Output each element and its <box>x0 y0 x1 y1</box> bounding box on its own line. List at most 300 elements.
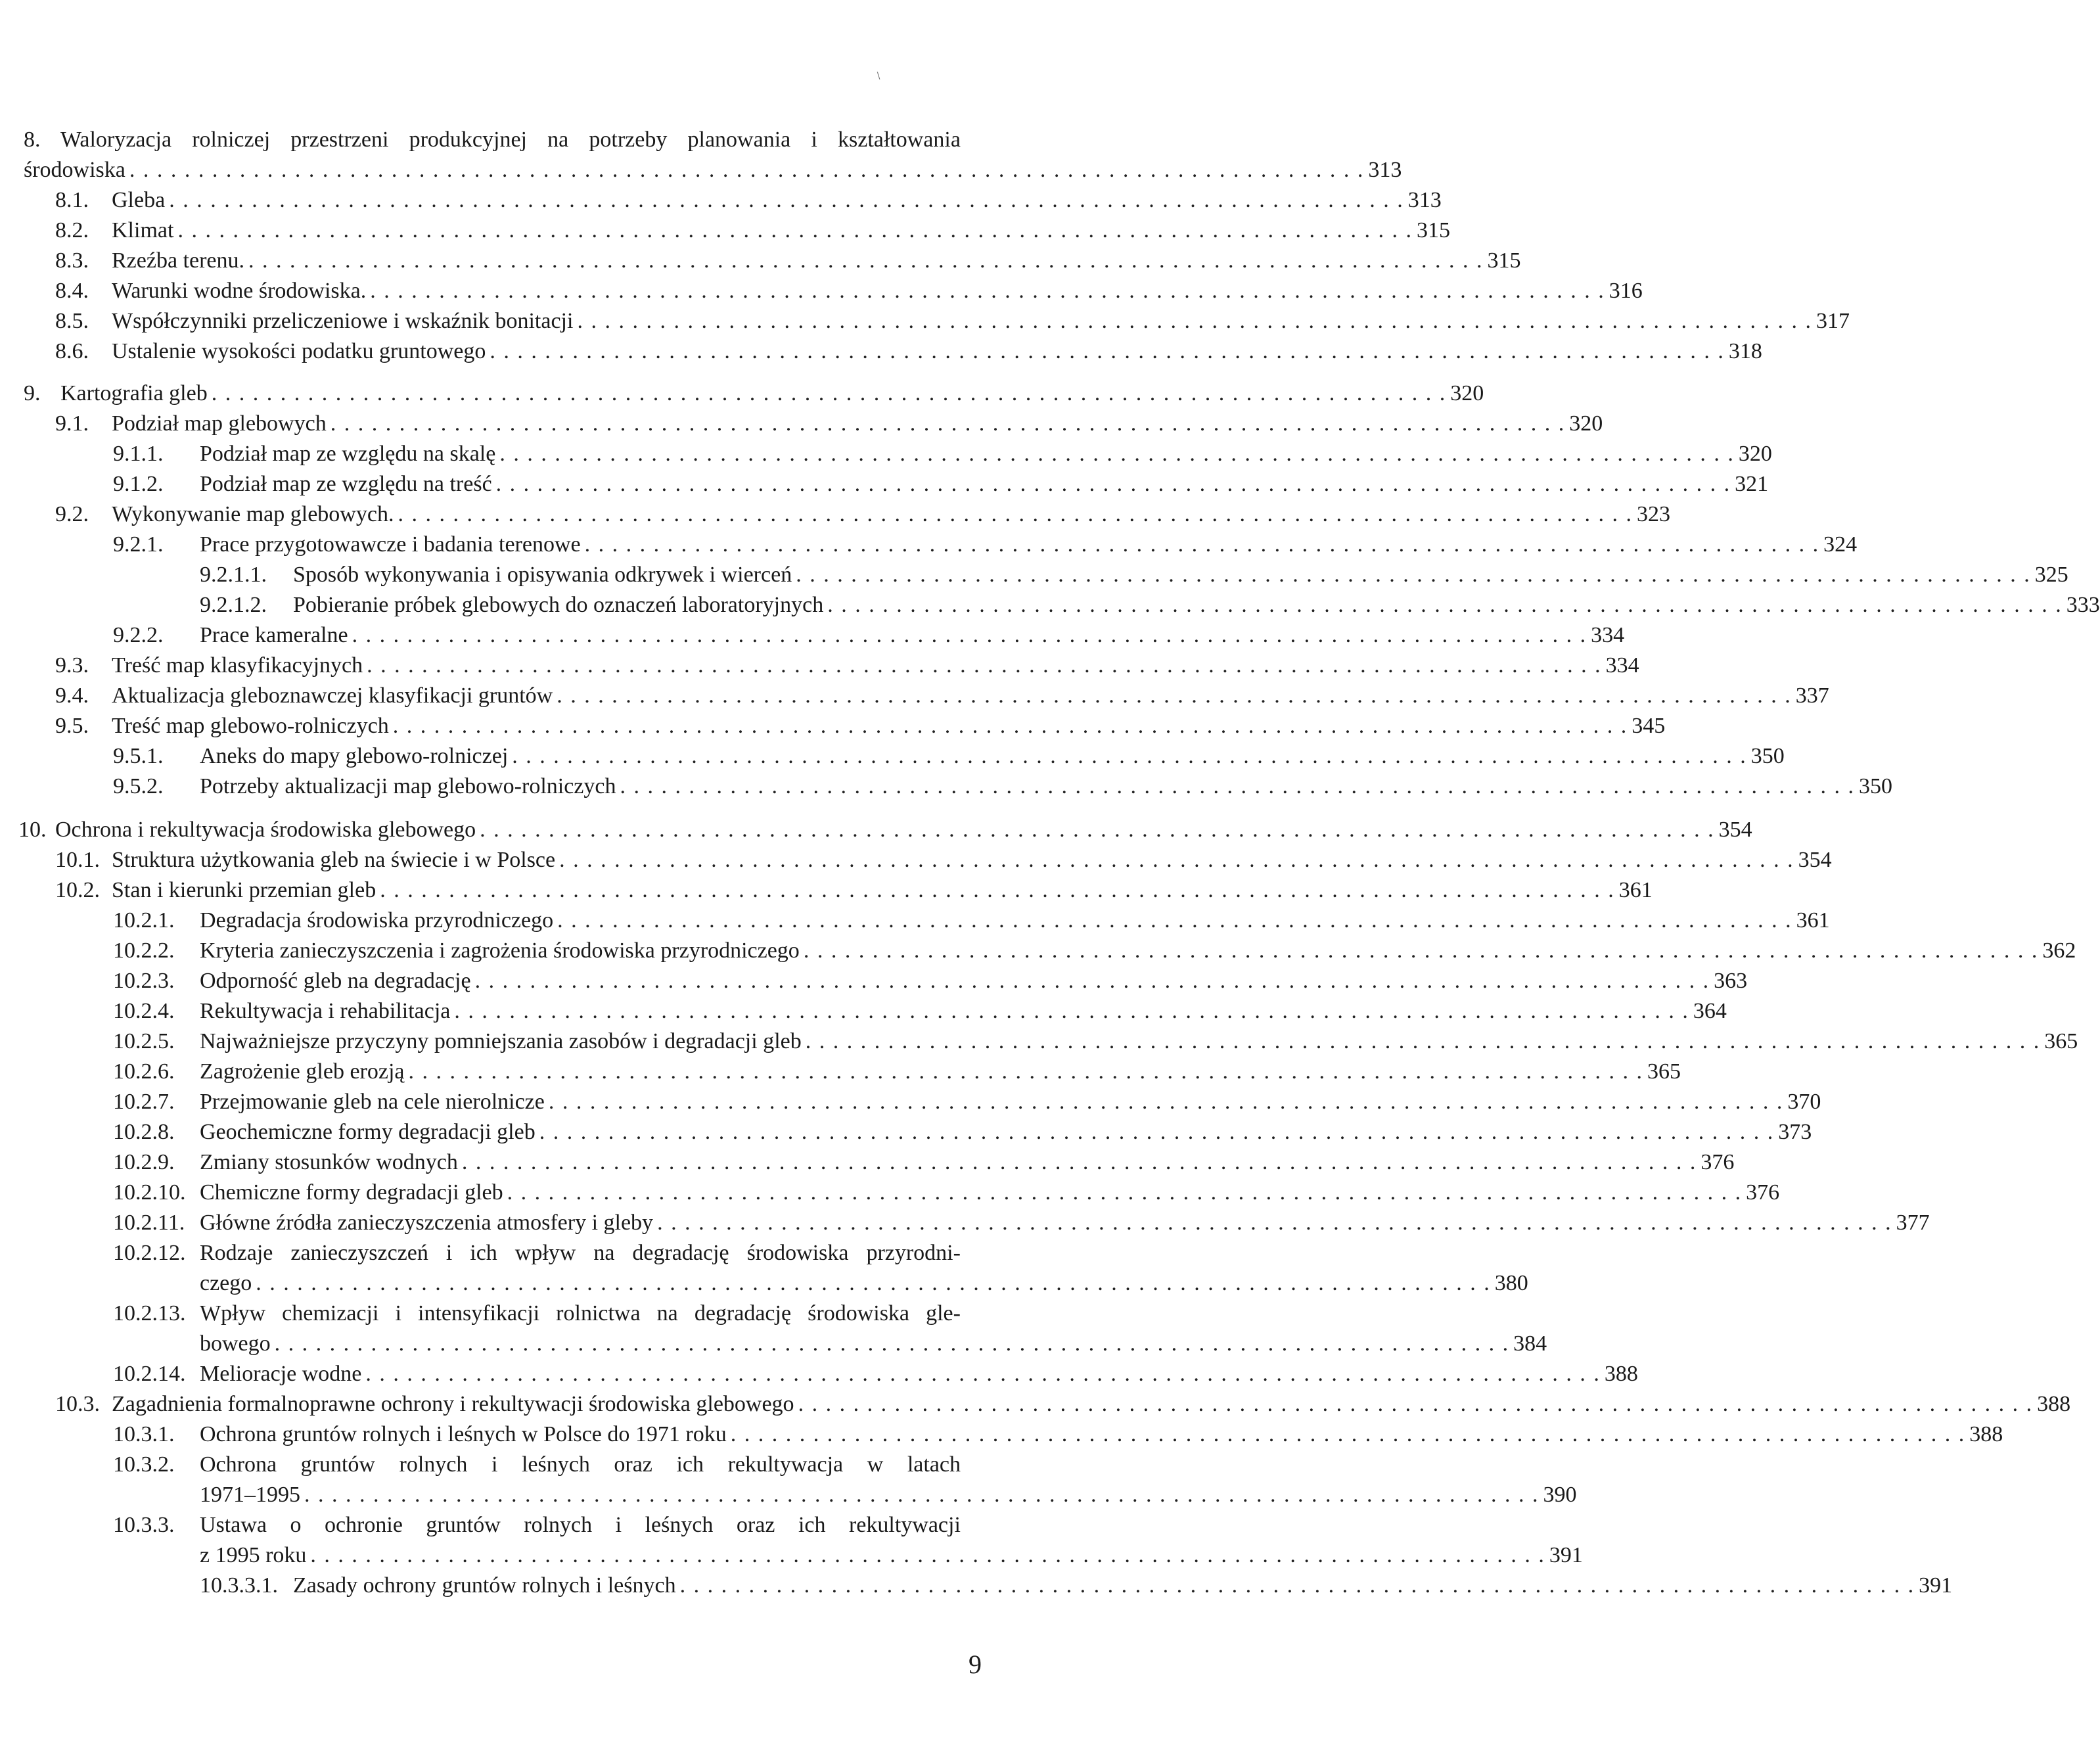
dot-leader: . . . . . . . . . . . . . . . . . . . . . . . . . . . . . . . . . . . . . . . . . . . . . . . . . . . . . . . . . . . . . . . . . . . . . . . . . . . . . . . . . . . . . . . . . . <box>330 411 1566 436</box>
entry-word: rolniczej <box>192 127 271 152</box>
entry-word: potrzeby <box>589 127 668 152</box>
toc-entry-continuation <box>0 1268 1528 1299</box>
toc-entry <box>0 1057 1681 1087</box>
dot-leader: . . . . . . . . . . . . . . . . . . . . . . . . . . . . . . . . . . . . . . . . . . . . . . . . . . . . . . . . . . . . . . . . . . . . . . . . . . . . . . . . . . . . . . . . . . <box>380 878 1615 902</box>
dot-leader: . . . . . . . . . . . . . . . . . . . . . . . . . . . . . . . . . . . . . . . . . . . . . . . . . . . . . . . . . . . . . . . . . . . . . . . . . . . . . . . . . . . . . . . . . . <box>827 593 2063 617</box>
toc-entry <box>0 1178 1780 1208</box>
entry-word: degradację <box>694 1301 792 1326</box>
entry-page: 376 <box>1746 1180 1780 1205</box>
dot-leader: . . . . . . . . . . . . . . . . . . . . . . . . . . . . . . . . . . . . . . . . . . . . . . . . . . . . . . . . . . . . . . . . . . . . . . . . . . . . . . . . . . . . . . . . . . <box>474 969 1710 993</box>
dot-leader: . . . . . . . . . . . . . . . . . . . . . . . . . . . . . . . . . . . . . . . . . . . . . . . . . . . . . . . . . . . . . . . . . . . . . . . . . . . . . . . . . . . . . . . . . . <box>367 653 1602 678</box>
toc-entry <box>0 409 1603 439</box>
toc-entry <box>0 906 1830 936</box>
entry-word: Wpływ <box>200 1301 266 1326</box>
toc-entry <box>0 936 2076 966</box>
dot-leader: . . . . . . . . . . . . . . . . . . . . . . . . . . . . . . . . . . . . . . . . . . . . . . . . . . . . . . . . . . . . . . . . . . . . . . . . . . . . . . . . . . . . . . . . . . <box>507 1180 1743 1205</box>
entry-number: 8.3. <box>55 248 89 273</box>
entry-number: 8. <box>24 127 41 152</box>
entry-word: leśnych <box>645 1513 714 1537</box>
entry-title: Prace kameralne <box>200 623 348 647</box>
entry-number: 10.2.13. <box>113 1301 186 1326</box>
entry-title: Zmiany stosunków wodnych <box>200 1150 458 1174</box>
entry-word: Waloryzacja <box>60 127 172 152</box>
entry-page: 320 <box>1738 442 1772 466</box>
entry-body <box>200 1087 1821 1117</box>
entry-title: Struktura użytkowania gleb na świecie i w Polsce <box>112 848 556 872</box>
dot-leader: . . . . . . . . . . . . . . . . . . . . . . . . . . . . . . . . . . . . . . . . . . . . . . . . . . . . . . . . . . . . . . . . . . . . . . . . . . . . . . . . . . . . . . . . . . <box>798 1392 2034 1416</box>
entry-title-line <box>200 1238 961 1268</box>
entry-number: 8.4. <box>55 279 89 303</box>
toc-entry <box>0 620 1625 651</box>
entry-title-end: czego <box>200 1271 252 1295</box>
toc-entry <box>0 875 1653 906</box>
entry-page: 354 <box>1718 818 1752 842</box>
toc-entry <box>0 966 1748 996</box>
entry-word: Ochrona <box>200 1452 277 1477</box>
entry-number: 10.2.6. <box>113 1059 175 1084</box>
entry-page: 321 <box>1735 472 1769 496</box>
dot-leader: . . . . . . . . . . . . . . . . . . . . . . . . . . . . . . . . . . . . . . . . . . . . . . . . . . . . . . . . . . . . . . . . . . . . . . . . . . . . . . . . . . . . . . . . . . <box>499 442 1735 466</box>
entry-number: 8.5. <box>55 309 89 333</box>
entry-title: Podział map glebowych <box>112 411 327 436</box>
dot-leader: . . . . . . . . . . . . . . . . . . . . . . . . . . . . . . . . . . . . . . . . . . . . . . . . . . . . . . . . . . . . . . . . . . . . . . . . . . . . . . . . . . . . . . . . . . <box>310 1543 1545 1567</box>
dot-leader: . . . . . . . . . . . . . . . . . . . . . . . . . . . . . . . . . . . . . . . . . . . . . . . . . . . . . . . . . . . . . . . . . . . . . . . . . . . . . . . . . . . . . . . . . . <box>248 248 1484 273</box>
dot-leader: . . . . . . . . . . . . . . . . . . . . . . . . . . . . . . . . . . . . . . . . . . . . . . . . . . . . . . . . . . . . . . . . . . . . . . . . . . . . . . . . . . . . . . . . . . <box>454 999 1689 1023</box>
entry-number: 10.2.9. <box>113 1150 175 1174</box>
dot-leader: . . . . . . . . . . . . . . . . . . . . . . . . . . . . . . . . . . . . . . . . . . . . . . . . . . . . . . . . . . . . . . . . . . . . . . . . . . . . . . . . . . . . . . . . . . <box>352 623 1587 647</box>
entry-word: na <box>656 1301 678 1326</box>
toc-entry <box>0 185 1442 216</box>
entry-page: 363 <box>1714 969 1748 993</box>
toc-entry-wrapped <box>0 1450 1105 1480</box>
entry-title: Ochrona i rekultywacja środowiska glebowego <box>55 818 476 842</box>
entry-title: Rzeźba terenu. <box>112 248 244 273</box>
toc-entry <box>0 530 1858 560</box>
entry-body <box>200 936 2076 966</box>
entry-body <box>60 379 1484 409</box>
dot-leader: . . . . . . . . . . . . . . . . . . . . . . . . . . . . . . . . . . . . . . . . . . . . . . . . . . . . . . . . . . . . . . . . . . . . . . . . . . . . . . . . . . . . . . . . . . <box>304 1483 1540 1507</box>
entry-body <box>112 306 1850 336</box>
entry-number: 9.5.1. <box>113 744 164 768</box>
entry-number: 8.2. <box>55 218 89 242</box>
entry-title-end: bowego <box>200 1331 271 1356</box>
entry-body <box>112 875 1653 906</box>
entry-word: Rodzaje <box>200 1241 273 1265</box>
dot-leader: . . . . . . . . . . . . . . . . . . . . . . . . . . . . . . . . . . . . . . . . . . . . . . . . . . . . . . . . . . . . . . . . . . . . . . . . . . . . . . . . . . . . . . . . . . <box>370 279 1605 303</box>
entry-page: 345 <box>1632 714 1666 738</box>
entry-number: 10.3.3. <box>113 1513 175 1537</box>
entry-word: intensyfikacji <box>418 1301 540 1326</box>
entry-title: Ustalenie wysokości podatku gruntowego <box>112 339 486 363</box>
dot-leader: . . . . . . . . . . . . . . . . . . . . . . . . . . . . . . . . . . . . . . . . . . . . . . . . . . . . . . . . . . . . . . . . . . . . . . . . . . . . . . . . . . . . . . . . . . <box>620 774 1855 798</box>
entry-word: i <box>491 1452 498 1477</box>
entry-word: przestrzeni <box>290 127 389 152</box>
dot-leader: . . . . . . . . . . . . . . . . . . . . . . . . . . . . . . . . . . . . . . . . . . . . . . . . . . . . . . . . . . . . . . . . . . . . . . . . . . . . . . . . . . . . . . . . . . <box>657 1211 1892 1235</box>
toc-entry <box>0 1208 1930 1238</box>
entry-page: 388 <box>1604 1362 1638 1386</box>
dot-leader: . . . . . . . . . . . . . . . . . . . . . . . . . . . . . . . . . . . . . . . . . . . . . . . . . . . . . . . . . . . . . . . . . . . . . . . . . . . . . . . . . . . . . . . . . . <box>577 309 1812 333</box>
entry-page: 315 <box>1416 218 1450 242</box>
entry-body <box>24 155 1402 185</box>
entry-body <box>200 469 1769 499</box>
dot-leader: . . . . . . . . . . . . . . . . . . . . . . . . . . . . . . . . . . . . . . . . . . . . . . . . . . . . . . . . . . . . . . . . . . . . . . . . . . . . . . . . . . . . . . . . . . <box>796 563 2031 587</box>
entry-number: 10.3. <box>55 1392 100 1416</box>
entry-word: degradację <box>632 1241 729 1265</box>
toc-entry <box>0 996 1727 1027</box>
entry-number: 10.2.4. <box>113 999 175 1023</box>
dot-leader: . . . . . . . . . . . . . . . . . . . . . . . . . . . . . . . . . . . . . . . . . . . . . . . . . . . . . . . . . . . . . . . . . . . . . . . . . . . . . . . . . . . . . . . . . . <box>408 1059 1643 1084</box>
entry-title: Sposób wykonywania i opisywania odkrywek i wierceń <box>293 563 792 587</box>
entry-number: 10.2.5. <box>113 1029 175 1053</box>
entry-number: 8.6. <box>55 339 89 363</box>
dot-leader: . . . . . . . . . . . . . . . . . . . . . . . . . . . . . . . . . . . . . . . . . . . . . . . . . . . . . . . . . . . . . . . . . . . . . . . . . . . . . . . . . . . . . . . . . . <box>803 938 2039 963</box>
toc-entry-continuation <box>0 155 1402 185</box>
entry-body <box>293 590 2100 620</box>
toc-entry <box>0 336 1762 367</box>
dot-leader: . . . . . . . . . . . . . . . . . . . . . . . . . . . . . . . . . . . . . . . . . . . . . . . . . . . . . . . . . . . . . . . . . . . . . . . . . . . . . . . . . . . . . . . . . . <box>177 218 1413 242</box>
entry-number: 9.4. <box>55 683 89 708</box>
entry-page: 318 <box>1728 339 1762 363</box>
entry-page: 324 <box>1823 532 1858 557</box>
entry-title: Podział map ze względu na treść <box>200 472 492 496</box>
entry-word: produkcyjnej <box>409 127 527 152</box>
entry-word: leśnych <box>521 1452 590 1477</box>
entry-word: o <box>290 1513 302 1537</box>
toc-entry-wrapped <box>0 1299 1105 1329</box>
entry-number: 10.2. <box>55 878 100 902</box>
entry-number: 10.2.10. <box>113 1180 186 1205</box>
toc-entry <box>0 1359 1638 1389</box>
entry-title: Kryteria zanieczyszczenia i zagrożenia środowiska przyrodniczego <box>200 938 800 963</box>
entry-title: Gleba <box>112 188 166 212</box>
toc-entry-wrapped <box>0 125 1105 155</box>
dot-leader: . . . . . . . . . . . . . . . . . . . . . . . . . . . . . . . . . . . . . . . . . . . . . . . . . . . . . . . . . . . . . . . . . . . . . . . . . . . . . . . . . . . . . . . . . . <box>129 158 1365 182</box>
entry-title: Wykonywanie map glebowych. <box>112 502 394 526</box>
dot-leader: . . . . . . . . . . . . . . . . . . . . . . . . . . . . . . . . . . . . . . . . . . . . . . . . . . . . . . . . . . . . . . . . . . . . . . . . . . . . . . . . . . . . . . . . . . <box>211 381 1447 405</box>
dot-leader: . . . . . . . . . . . . . . . . . . . . . . . . . . . . . . . . . . . . . . . . . . . . . . . . . . . . . . . . . . . . . . . . . . . . . . . . . . . . . . . . . . . . . . . . . . <box>274 1331 1510 1356</box>
entry-page: 380 <box>1494 1271 1528 1295</box>
entry-number: 10.2.14. <box>113 1362 186 1386</box>
entry-title: Melioracje wodne <box>200 1362 362 1386</box>
entry-title: Współczynniki przeliczeniowe i wskaźnik bonitacji <box>112 309 574 333</box>
entry-body <box>200 620 1625 651</box>
entry-title-end: 1971–1995 <box>200 1483 300 1507</box>
entry-body <box>200 1178 1780 1208</box>
entry-body <box>112 711 1666 741</box>
toc-entry <box>0 590 2100 620</box>
entry-body <box>112 185 1442 216</box>
entry-page: 350 <box>1858 774 1892 798</box>
entry-word: zanieczyszczeń <box>290 1241 428 1265</box>
toc-entry <box>0 1117 1812 1147</box>
entry-body <box>293 1571 1953 1601</box>
toc-entry <box>0 560 2068 590</box>
toc-entry <box>0 651 1639 681</box>
entry-number: 9.1. <box>55 411 89 436</box>
entry-word: gle- <box>926 1301 961 1326</box>
entry-word: na <box>593 1241 615 1265</box>
entry-page: 333 <box>2066 593 2100 617</box>
entry-body <box>112 681 1829 711</box>
entry-number: 10.2.12. <box>113 1241 186 1265</box>
entry-title: Kartografia gleb <box>60 381 208 405</box>
dot-leader: . . . . . . . . . . . . . . . . . . . . . . . . . . . . . . . . . . . . . . . . . . . . . . . . . . . . . . . . . . . . . . . . . . . . . . . . . . . . . . . . . . . . . . . . . . <box>461 1150 1697 1174</box>
entry-word: Ustawa <box>200 1513 267 1537</box>
entry-number: 9.2.1. <box>113 532 164 557</box>
toc-entry <box>0 1389 2071 1419</box>
entry-page: 391 <box>1549 1543 1583 1567</box>
entry-word: rekultywacja <box>727 1452 844 1477</box>
entry-title: Rekultywacja i rehabilitacja <box>200 999 451 1023</box>
toc-entry <box>0 1027 2078 1057</box>
entry-title: Treść map glebowo-rolniczych <box>112 714 389 738</box>
entry-word: rekultywacji <box>848 1513 961 1537</box>
top-mark: ∖ <box>875 71 881 81</box>
entry-body <box>200 741 1785 772</box>
entry-page: 373 <box>1778 1120 1812 1144</box>
entry-title: Przejmowanie gleb na cele nierolnicze <box>200 1090 545 1114</box>
dot-leader: . . . . . . . . . . . . . . . . . . . . . . . . . . . . . . . . . . . . . . . . . . . . . . . . . . . . . . . . . . . . . . . . . . . . . . . . . . . . . . . . . . . . . . . . . . <box>495 472 1731 496</box>
toc-entry <box>0 1419 2003 1450</box>
entry-title: Najważniejsze przyczyny pomniejszania zasobów i degradacji gleb <box>200 1029 802 1053</box>
entry-page: 334 <box>1591 623 1625 647</box>
entry-word: kształtowania <box>838 127 961 152</box>
entry-title: Klimat <box>112 218 174 242</box>
entry-number: 9.1.1. <box>113 442 164 466</box>
entry-word: gruntów <box>426 1513 501 1537</box>
toc-entry <box>0 216 1450 246</box>
entry-number: 10.3.1. <box>113 1422 175 1446</box>
entry-body <box>112 499 1670 530</box>
entry-number: 9.1.2. <box>113 472 164 496</box>
entry-body <box>200 1329 1547 1359</box>
entry-body <box>112 651 1639 681</box>
entry-title-end: z 1995 roku <box>200 1543 307 1567</box>
entry-page: 313 <box>1368 158 1402 182</box>
entry-title: Główne źródła zanieczyszczenia atmosfery i gleby <box>200 1211 654 1235</box>
entry-body <box>200 1117 1812 1147</box>
dot-leader: . . . . . . . . . . . . . . . . . . . . . . . . . . . . . . . . . . . . . . . . . . . . . . . . . . . . . . . . . . . . . . . . . . . . . . . . . . . . . . . . . . . . . . . . . . <box>169 188 1404 212</box>
entry-number: 10.3.2. <box>113 1452 175 1477</box>
entry-body <box>112 246 1521 276</box>
entry-number: 10.2.3. <box>113 969 175 993</box>
entry-word: chemizacji <box>282 1301 379 1326</box>
entry-page: 337 <box>1795 683 1829 708</box>
entry-page: 370 <box>1787 1090 1821 1114</box>
toc-entry-continuation <box>0 1480 1577 1510</box>
entry-title: Ochrona gruntów rolnych i leśnych w Polsce do 1971 roku <box>200 1422 727 1446</box>
toc-entry <box>0 815 1752 845</box>
entry-number: 9.3. <box>55 653 89 678</box>
entry-page: 365 <box>1647 1059 1681 1084</box>
entry-word: latach <box>907 1452 961 1477</box>
entry-body <box>200 530 1858 560</box>
toc-entry <box>0 741 1785 772</box>
toc-entry <box>0 845 1832 875</box>
dot-leader: . . . . . . . . . . . . . . . . . . . . . . . . . . . . . . . . . . . . . . . . . . . . . . . . . . . . . . . . . . . . . . . . . . . . . . . . . . . . . . . . . . . . . . . . . . <box>584 532 1820 557</box>
entry-body <box>200 1027 2078 1057</box>
entry-page: 316 <box>1609 279 1643 303</box>
entry-title: Odporność gleb na degradację <box>200 969 471 993</box>
entry-title: Pobieranie próbek glebowych do oznaczeń laboratoryjnych <box>293 593 824 617</box>
entry-page: 361 <box>1618 878 1653 902</box>
dot-leader: . . . . . . . . . . . . . . . . . . . . . . . . . . . . . . . . . . . . . . . . . . . . . . . . . . . . . . . . . . . . . . . . . . . . . . . . . . . . . . . . . . . . . . . . . . <box>392 714 1628 738</box>
entry-title: Treść map klasyfikacyjnych <box>112 653 363 678</box>
entry-word: na <box>547 127 569 152</box>
toc-entry <box>0 379 1484 409</box>
entry-word: i <box>615 1513 622 1537</box>
dot-leader: . . . . . . . . . . . . . . . . . . . . . . . . . . . . . . . . . . . . . . . . . . . . . . . . . . . . . . . . . . . . . . . . . . . . . . . . . . . . . . . . . . . . . . . . . . <box>256 1271 1491 1295</box>
entry-title: Podział map ze względu na skalę <box>200 442 496 466</box>
entry-body <box>200 1480 1577 1510</box>
entry-title: Degradacja środowiska przyrodniczego <box>200 908 554 933</box>
entry-number: 10.2.2. <box>113 938 175 963</box>
entry-word: i <box>811 127 817 152</box>
entry-word: środowiska <box>808 1301 910 1326</box>
entry-word: gruntów <box>300 1452 375 1477</box>
entry-body <box>200 1057 1681 1087</box>
entry-word: i <box>395 1301 401 1326</box>
dot-leader: . . . . . . . . . . . . . . . . . . . . . . . . . . . . . . . . . . . . . . . . . . . . . . . . . . . . . . . . . . . . . . . . . . . . . . . . . . . . . . . . . . . . . . . . . . <box>805 1029 2041 1053</box>
entry-number: 9.5.2. <box>113 774 164 798</box>
entry-page: 391 <box>1919 1573 1953 1598</box>
toc-entry <box>0 711 1666 741</box>
entry-word: środowiska <box>746 1241 849 1265</box>
entry-page: 390 <box>1543 1483 1577 1507</box>
entry-title-line <box>200 1510 961 1540</box>
dot-leader: . . . . . . . . . . . . . . . . . . . . . . . . . . . . . . . . . . . . . . . . . . . . . . . . . . . . . . . . . . . . . . . . . . . . . . . . . . . . . . . . . . . . . . . . . . <box>365 1362 1601 1386</box>
toc-entry-wrapped <box>0 1238 1105 1268</box>
dot-leader: . . . . . . . . . . . . . . . . . . . . . . . . . . . . . . . . . . . . . . . . . . . . . . . . . . . . . . . . . . . . . . . . . . . . . . . . . . . . . . . . . . . . . . . . . . <box>512 744 1747 768</box>
entry-number: 10.2.7. <box>113 1090 175 1114</box>
entry-word: ich <box>798 1513 826 1537</box>
entry-page: 320 <box>1569 411 1603 436</box>
toc-entry <box>0 772 1892 802</box>
entry-title: Zagadnienia formalnoprawne ochrony i rekultywacji środowiska glebowego <box>112 1392 794 1416</box>
dot-leader: . . . . . . . . . . . . . . . . . . . . . . . . . . . . . . . . . . . . . . . . . . . . . . . . . . . . . . . . . . . . . . . . . . . . . . . . . . . . . . . . . . . . . . . . . . <box>557 908 1792 933</box>
entry-word: rolnych <box>524 1513 593 1537</box>
entry-word: oraz <box>614 1452 652 1477</box>
entry-word: wpływ <box>514 1241 576 1265</box>
toc-entry <box>0 246 1521 276</box>
entry-title: Chemiczne formy degradacji gleb <box>200 1180 503 1205</box>
page-number: 9 <box>969 1650 982 1679</box>
toc-entry <box>0 439 1772 469</box>
entry-body <box>200 996 1727 1027</box>
entry-number: 10.2.8. <box>113 1120 175 1144</box>
entry-page: 364 <box>1693 999 1727 1023</box>
entry-body <box>200 439 1772 469</box>
entry-number: 10. <box>18 818 47 842</box>
dot-leader: . . . . . . . . . . . . . . . . . . . . . . . . . . . . . . . . . . . . . . . . . . . . . . . . . . . . . . . . . . . . . . . . . . . . . . . . . . . . . . . . . . . . . . . . . . <box>559 848 1794 872</box>
entry-body <box>200 1359 1638 1389</box>
entry-title: Aktualizacja gleboznawczej klasyfikacji gruntów <box>112 683 553 708</box>
entry-body <box>200 772 1892 802</box>
entry-body <box>112 409 1603 439</box>
entry-number: 10.1. <box>55 848 100 872</box>
entry-page: 362 <box>2042 938 2076 963</box>
entry-word: w <box>867 1452 884 1477</box>
entry-word: rolnych <box>399 1452 468 1477</box>
entry-page: 377 <box>1896 1211 1930 1235</box>
toc-entry <box>0 1087 1821 1117</box>
entry-page: 388 <box>1969 1422 2003 1446</box>
entry-body <box>200 1419 2003 1450</box>
entry-page: 376 <box>1701 1150 1735 1174</box>
dot-leader: . . . . . . . . . . . . . . . . . . . . . . . . . . . . . . . . . . . . . . . . . . . . . . . . . . . . . . . . . . . . . . . . . . . . . . . . . . . . . . . . . . . . . . . . . . <box>730 1422 1966 1446</box>
entry-body <box>200 906 1830 936</box>
entry-body <box>200 1540 1583 1571</box>
entry-body <box>112 336 1762 367</box>
entry-body <box>200 1268 1528 1299</box>
dot-leader: . . . . . . . . . . . . . . . . . . . . . . . . . . . . . . . . . . . . . . . . . . . . . . . . . . . . . . . . . . . . . . . . . . . . . . . . . . . . . . . . . . . . . . . . . . <box>557 683 1792 708</box>
entry-body <box>200 1208 1930 1238</box>
entry-title-line <box>60 125 961 155</box>
entry-number: 10.3.3.1. <box>200 1573 278 1598</box>
entry-page: 384 <box>1513 1331 1547 1356</box>
entry-number: 9.2.1.1. <box>200 563 267 587</box>
entry-page: 365 <box>2044 1029 2078 1053</box>
dot-leader: . . . . . . . . . . . . . . . . . . . . . . . . . . . . . . . . . . . . . . . . . . . . . . . . . . . . . . . . . . . . . . . . . . . . . . . . . . . . . . . . . . . . . . . . . . <box>490 339 1725 363</box>
dot-leader: . . . . . . . . . . . . . . . . . . . . . . . . . . . . . . . . . . . . . . . . . . . . . . . . . . . . . . . . . . . . . . . . . . . . . . . . . . . . . . . . . . . . . . . . . . <box>679 1573 1915 1598</box>
entry-word: oraz <box>736 1513 775 1537</box>
entry-page: 323 <box>1636 502 1670 526</box>
toc-entry <box>0 469 1769 499</box>
entry-title: Zasady ochrony gruntów rolnych i leśnych <box>293 1573 676 1598</box>
toc-entry-continuation <box>0 1540 1583 1571</box>
dot-leader: . . . . . . . . . . . . . . . . . . . . . . . . . . . . . . . . . . . . . . . . . . . . . . . . . . . . . . . . . . . . . . . . . . . . . . . . . . . . . . . . . . . . . . . . . . <box>548 1090 1784 1114</box>
entry-title-line <box>200 1450 961 1480</box>
toc-entry <box>0 1147 1735 1178</box>
toc-entry <box>0 1571 1953 1601</box>
entry-word: i <box>445 1241 453 1265</box>
entry-word: ich <box>470 1241 497 1265</box>
entry-title-line <box>200 1299 961 1329</box>
entry-title-end: środowiska <box>24 158 126 182</box>
entry-title: Potrzeby aktualizacji map glebowo-rolniczych <box>200 774 616 798</box>
entry-body <box>112 1389 2071 1419</box>
entry-number: 8.1. <box>55 188 89 212</box>
entry-word: ich <box>676 1452 704 1477</box>
entry-body <box>112 216 1450 246</box>
toc-entry <box>0 276 1643 306</box>
dot-leader: . . . . . . . . . . . . . . . . . . . . . . . . . . . . . . . . . . . . . . . . . . . . . . . . . . . . . . . . . . . . . . . . . . . . . . . . . . . . . . . . . . . . . . . . . . <box>398 502 1633 526</box>
entry-title: Prace przygotowawcze i badania terenowe <box>200 532 581 557</box>
entry-page: 325 <box>2034 563 2068 587</box>
entry-page: 320 <box>1450 381 1484 405</box>
entry-number: 9. <box>24 381 41 405</box>
entry-body <box>200 1147 1735 1178</box>
entry-number: 9.2. <box>55 502 89 526</box>
entry-body <box>112 276 1643 306</box>
entry-title: Geochemiczne formy degradacji gleb <box>200 1120 536 1144</box>
entry-page: 334 <box>1605 653 1639 678</box>
dot-leader: . . . . . . . . . . . . . . . . . . . . . . . . . . . . . . . . . . . . . . . . . . . . . . . . . . . . . . . . . . . . . . . . . . . . . . . . . . . . . . . . . . . . . . . . . . <box>539 1120 1775 1144</box>
entry-number: 10.2.11. <box>113 1211 185 1235</box>
entry-page: 313 <box>1407 188 1442 212</box>
toc-entry-wrapped <box>0 1510 1105 1540</box>
entry-body <box>112 845 1832 875</box>
entry-word: rolnictwa <box>556 1301 641 1326</box>
entry-page: 361 <box>1796 908 1830 933</box>
entry-title: Warunki wodne środowiska. <box>112 279 367 303</box>
entry-page: 350 <box>1750 744 1785 768</box>
entry-body <box>200 966 1748 996</box>
toc-entry-continuation <box>0 1329 1547 1359</box>
toc-entry <box>0 499 1670 530</box>
entry-word: przyrodni- <box>866 1241 961 1265</box>
entry-page: 388 <box>2037 1392 2071 1416</box>
